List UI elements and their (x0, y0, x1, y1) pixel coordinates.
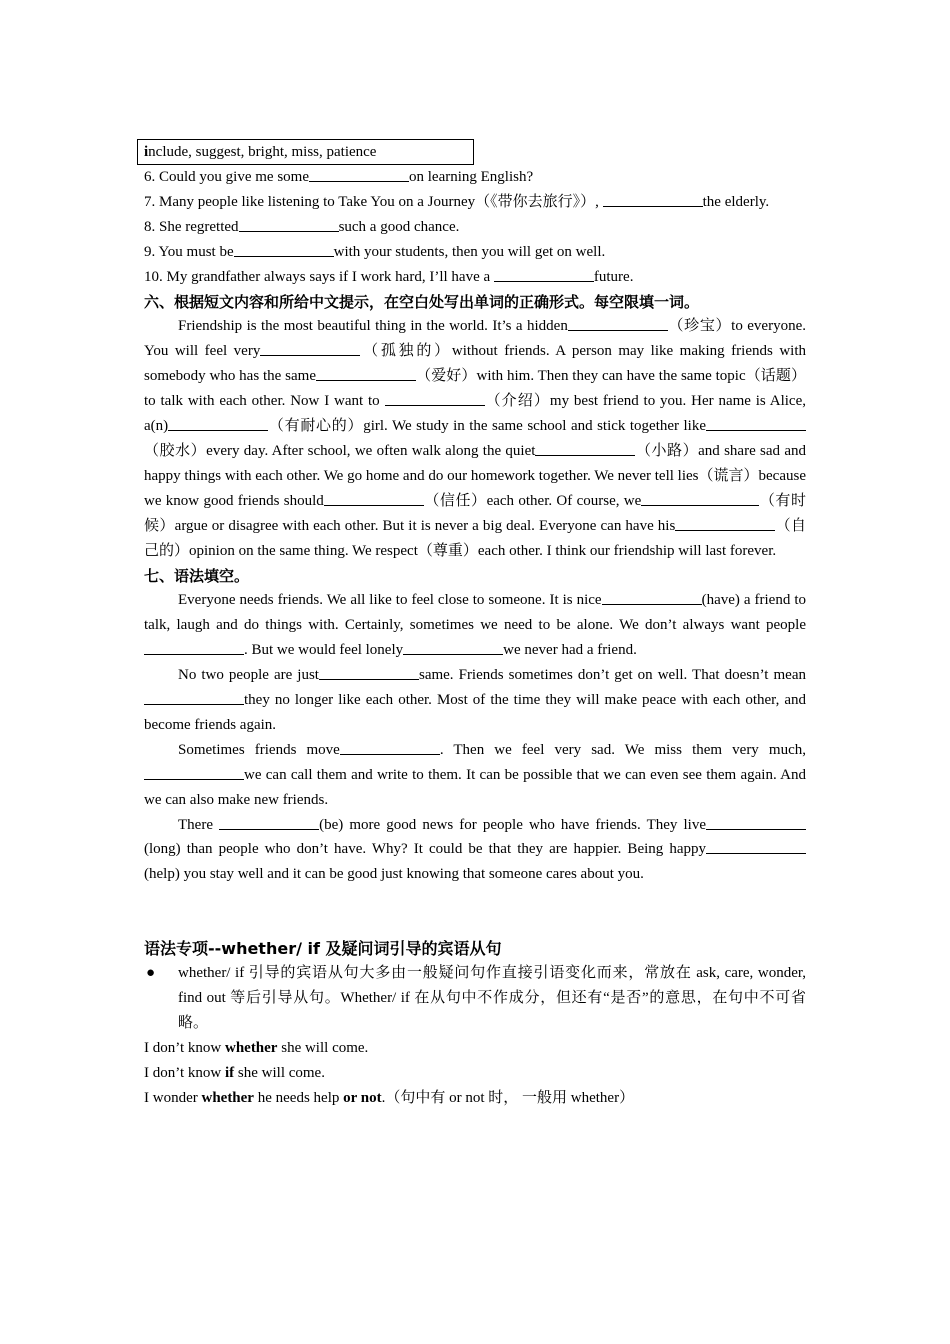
keyword: or not (343, 1089, 382, 1106)
section-6-heading: 六、根据短文内容和所给中文提示，在空白处写出单词的正确形式。每空限填一词。 (144, 292, 700, 311)
answer-blank[interactable] (641, 490, 759, 506)
passage-text: （珍宝）to everyone. You will feel very (144, 318, 806, 360)
answer-blank[interactable] (706, 415, 806, 431)
answer-blank[interactable] (239, 216, 339, 232)
passage-text: （自己的）opinion on the same thing. We respect（尊重）each other. I think our friendship will last forever. (144, 517, 806, 559)
question-6 (144, 165, 806, 190)
passage-text: Everyone needs friends. We all like to feel close to someone. It is nice (178, 592, 602, 609)
answer-blank[interactable] (535, 440, 635, 456)
word-bank-words: nclude, suggest, bright, miss, patience (148, 144, 377, 160)
question-8-text-end: such a good chance. (338, 218, 460, 235)
question-9-text-end: with your students, then you will get on well. (333, 243, 606, 260)
answer-blank[interactable] (219, 814, 319, 830)
question-8 (144, 215, 806, 240)
passage-text: (help) you stay well and it can be good just knowing that someone cares about you. (144, 866, 644, 883)
answer-blank[interactable] (675, 515, 775, 531)
question-6-text-end: on learning English? (409, 169, 534, 185)
question-6-text: 6. Could you give me some (144, 169, 309, 185)
section-7-heading: 七、语法填空。 (144, 566, 250, 585)
answer-blank[interactable] (706, 814, 806, 830)
bullet-text: whether/ if 引导的宾语从句大多由一般疑问句作直接引语变化而来，常放在 ask, care, wonder, find out 等后引导从句。Whether/ if 在从句中不作成分，但还有“是否”的意思，在句中不可省略。 (178, 965, 806, 1032)
passage-text: (have) a friend to talk, laugh and do things with. Certainly, sometimes we need to be alone. We don’t always want people (144, 592, 806, 634)
answer-blank[interactable] (568, 315, 668, 331)
worksheet-page (144, 139, 806, 1111)
passage-text: （小路）and share sad and happy things with each other. We go home and do our homework together. We never tell lies（谎言）because we know good friends should (144, 442, 806, 509)
answer-blank[interactable] (603, 191, 703, 207)
section-7-paragraph-4 (144, 813, 806, 888)
passage-text: （信任）each other. Of course, we (423, 492, 642, 509)
answer-blank[interactable] (340, 739, 440, 755)
passage-text: （胶水）every day. After school, we often walk along the quiet (144, 442, 536, 459)
answer-blank[interactable] (602, 589, 702, 605)
answer-blank[interactable] (144, 764, 244, 780)
question-10 (144, 265, 806, 290)
bullet-icon: ● (146, 965, 156, 982)
answer-blank[interactable] (144, 689, 244, 705)
passage-text: . But we would feel lonely (244, 642, 404, 659)
spacer (144, 887, 806, 936)
passage-text: we can call them and write to them. It can be possible that we can even see them again. And we can also make new friends. (144, 766, 806, 808)
question-8-text: 8. She regretted (144, 218, 239, 235)
passage-text: There (178, 816, 213, 833)
passage-text: （有时候）argue or disagree with each other. But it is never a big deal. Everyone can have his (144, 492, 806, 534)
passage-text: （介绍）my best friend to you. Her name is Alice, a(n) (144, 393, 807, 435)
answer-blank[interactable] (168, 415, 268, 431)
answer-blank[interactable] (706, 838, 806, 854)
passage-text: we never had a friend. (503, 642, 637, 659)
example-sentence-3: I wonder whether he needs help or not.（句中有 or not 时， 一般用 whether） (144, 1089, 635, 1106)
question-9 (144, 240, 806, 265)
answer-blank[interactable] (316, 365, 416, 381)
answer-blank[interactable] (319, 664, 419, 680)
grammar-bullet-point (144, 961, 806, 1036)
word-bank-first-letter: i (144, 144, 149, 160)
question-7-text-end: the elderly. (702, 193, 770, 210)
word-bank-box (137, 139, 474, 165)
question-10-text: 10. My grandfather always says if I work hard, I’ll have a (144, 268, 491, 285)
passage-text: . Then we feel very sad. We miss them very much, (439, 741, 806, 758)
question-10-text-end: future. (593, 268, 634, 285)
passage-text: No two people are just (178, 667, 319, 684)
keyword: whether (201, 1089, 254, 1106)
passage-text: same. Friends sometimes don’t get on well. That doesn’t mean (418, 667, 806, 684)
answer-blank[interactable] (234, 241, 334, 257)
section-7-paragraph-1 (144, 588, 806, 663)
example-sentence-2: I don’t know if she will come. (144, 1064, 325, 1081)
passage-text: Sometimes friends move (178, 741, 340, 758)
answer-blank[interactable] (260, 340, 360, 356)
answer-blank[interactable] (403, 639, 503, 655)
passage-text: (be) more good news for people who have friends. They live (319, 816, 706, 833)
question-9-text: 9. You must be (144, 243, 234, 260)
answer-blank[interactable] (144, 639, 244, 655)
answer-blank[interactable] (309, 166, 409, 182)
section-7-paragraph-3 (144, 738, 806, 813)
section-7-paragraph-2 (144, 663, 806, 738)
passage-text: they no longer like each other. Most of the time they will make peace with each other, and become friends again. (144, 692, 806, 733)
section-6-passage (144, 314, 806, 563)
question-7 (144, 190, 806, 215)
passage-text: (long) than people who don’t have. Why? It could be that they are happier. Being happy (144, 841, 706, 858)
example-sentence-1: I don’t know whether she will come. (144, 1040, 369, 1056)
answer-blank[interactable] (324, 490, 424, 506)
question-7-text: 7. Many people like listening to Take You on a Journey（《带你去旅行》）, (144, 193, 599, 210)
keyword: whether (224, 1040, 278, 1056)
passage-text: Friendship is the most beautiful thing in the world. It’s a hidden (178, 318, 568, 335)
answer-blank[interactable] (385, 390, 485, 406)
passage-text: （孤独的）without friends. A person may like making friends with somebody who has the same (144, 343, 806, 385)
passage-text: （爱好）with him. Then they can have the same topic（话题）to talk with each other. Now I want to (144, 368, 806, 410)
answer-blank[interactable] (494, 266, 594, 282)
keyword: if (224, 1064, 235, 1081)
passage-text: （有耐心的）girl. We study in the same school and stick together like (268, 418, 706, 435)
grammar-section-title: 语法专项--whether/ if 及疑问词引导的宾语从句 (144, 939, 502, 959)
